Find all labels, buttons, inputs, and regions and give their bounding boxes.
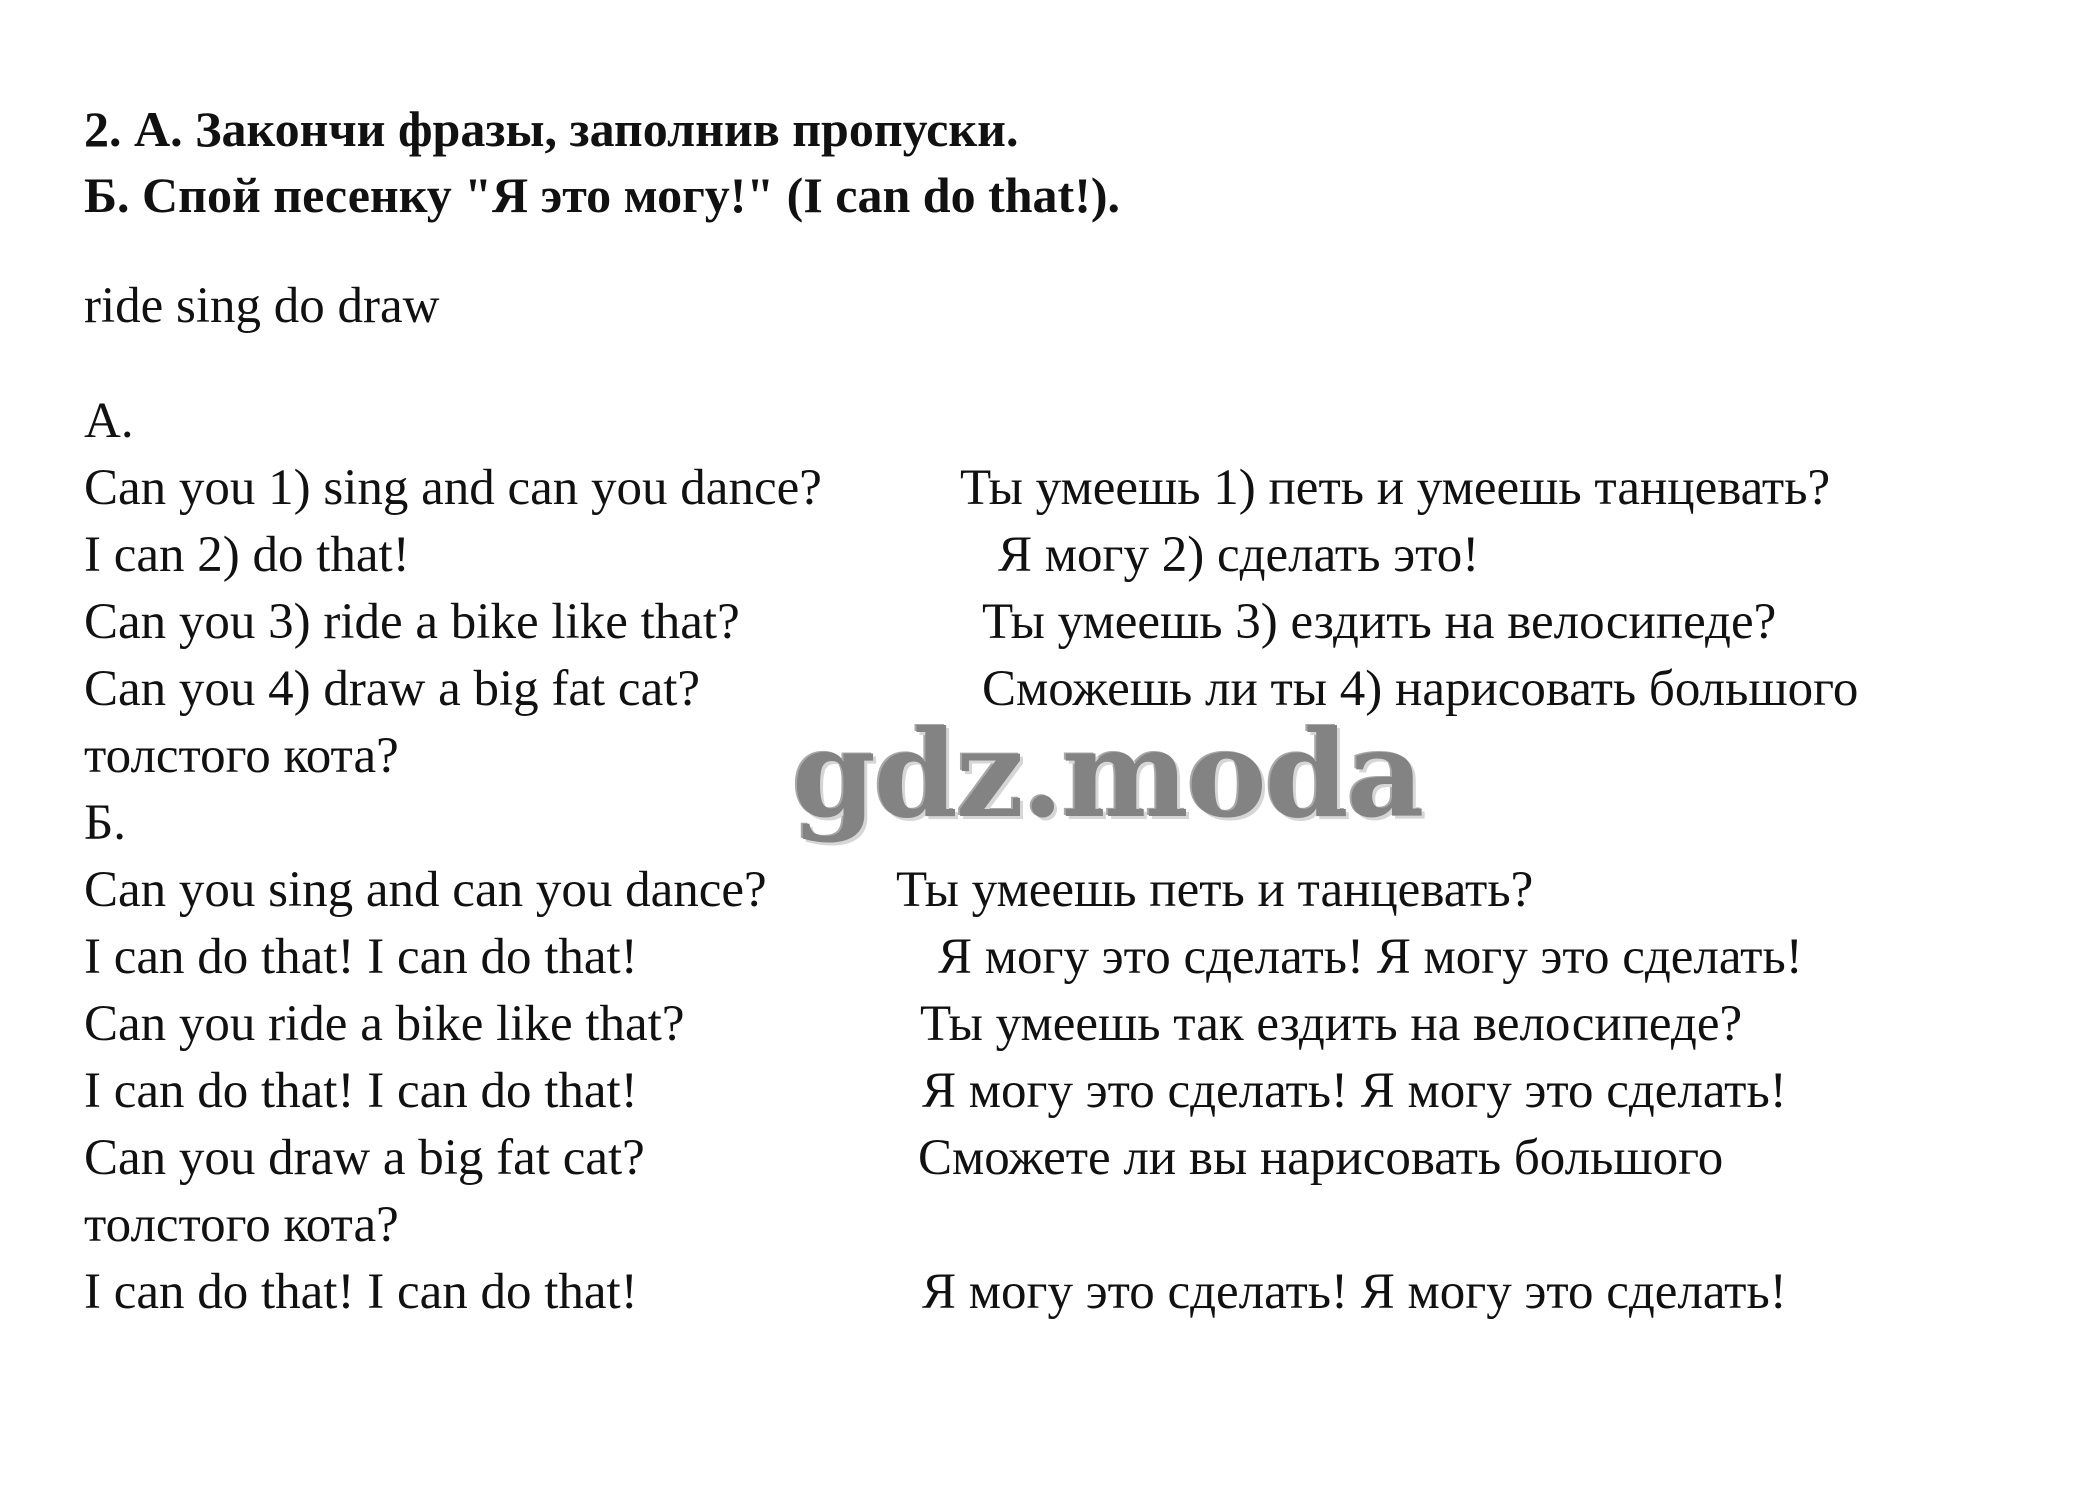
part-b-row-2-ru: Я могу это сделать! Я могу это сделать!: [938, 929, 1803, 985]
part-a-row-2-en: I can 2) do that!: [84, 527, 410, 583]
part-b-row-1-en: Can you sing and can you dance?: [84, 862, 767, 918]
part-b-row-5-wrap: толстого кота?: [84, 1197, 399, 1253]
part-b-row-3-en: Can you ride a bike like that?: [84, 996, 685, 1052]
part-b-label: Б.: [84, 795, 127, 851]
part-a-label: А.: [84, 393, 134, 449]
part-a-row-3-en: Can you 3) ride a bike like that?: [84, 594, 740, 650]
part-b-row-5-en: Can you draw a big fat cat?: [84, 1130, 645, 1186]
part-b-row-4-en: I can do that! I can do that!: [84, 1063, 638, 1119]
task-title-line-2: Б. Спой песенку "Я это могу!" (I can do that!).: [84, 167, 1121, 223]
part-a-row-3-ru: Ты умеешь 3) ездить на велосипеде?: [982, 594, 1777, 650]
part-a-row-1-ru: Ты умеешь 1) петь и умеешь танцевать?: [960, 460, 1831, 516]
watermark-logo: gdz.moda: [792, 704, 1423, 845]
task-title-line-1: 2. А. Закончи фразы, заполнив пропуски.: [84, 101, 1019, 157]
part-a-row-4-en: Can you 4) draw a big fat cat?: [84, 661, 701, 717]
part-b-row-5-ru: Сможете ли вы нарисовать большого: [918, 1130, 1724, 1186]
word-bank: ride sing do draw: [84, 278, 440, 334]
part-a-row-2-ru: Я могу 2) сделать это!: [998, 527, 1480, 583]
part-b-row-1-ru: Ты умеешь петь и танцевать?: [896, 862, 1534, 918]
part-a-row-1-en: Can you 1) sing and can you dance?: [84, 460, 822, 516]
part-b-row-6-ru: Я могу это сделать! Я могу это сделать!: [922, 1264, 1787, 1320]
part-b-row-2-en: I can do that! I can do that!: [84, 929, 638, 985]
part-a-row-4-wrap: толстого кота?: [84, 728, 399, 784]
part-b-row-4-ru: Я могу это сделать! Я могу это сделать!: [922, 1063, 1787, 1119]
part-b-row-3-ru: Ты умеешь так ездить на велосипеде?: [920, 996, 1743, 1052]
part-b-row-6-en: I can do that! I can do that!: [84, 1264, 638, 1320]
part-a-row-4-ru: Сможешь ли ты 4) нарисовать большого: [982, 661, 1859, 717]
